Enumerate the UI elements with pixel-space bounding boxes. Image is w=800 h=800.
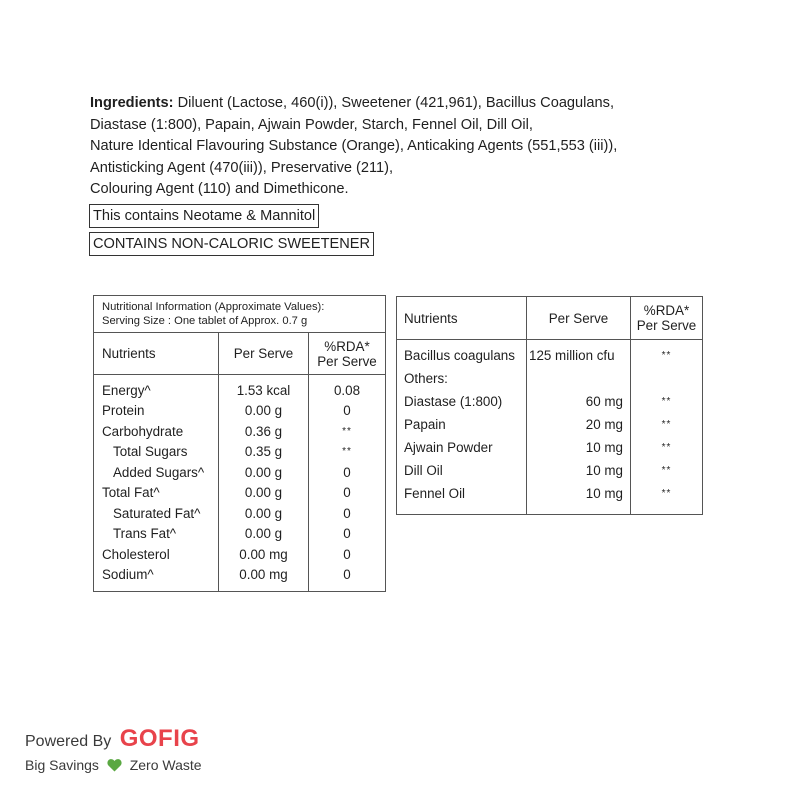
col-rda: [631, 297, 703, 340]
brand-name: GOFIG: [119, 725, 200, 752]
tagline-left: Big Savings: [25, 757, 99, 773]
nutrient-name: Added Sugars^: [94, 463, 219, 484]
powered-by-text: Powered By: [25, 733, 112, 750]
nutrient-row: [397, 460, 703, 483]
nutrients-table: [396, 296, 703, 515]
serving-size-line: Serving Size : One tablet of Approx. 0.7 g: [102, 315, 308, 327]
nutrient-value: 60 mg: [527, 391, 631, 414]
nutrient-name: Fennel Oil: [397, 483, 527, 515]
nutrition-row: [94, 463, 386, 484]
nutrient-rda: **: [661, 395, 672, 407]
ingredients-text: [90, 93, 730, 201]
nutrition-row: [94, 545, 386, 566]
nutrient-row: [397, 368, 703, 391]
nutrient-rda: 0: [343, 485, 351, 501]
nutrient-value: 125 million cfu: [527, 340, 631, 368]
nutrition-row: [94, 401, 386, 422]
nutrient-value: 0.00 g: [219, 401, 309, 422]
col-rda-line1: %RDA*: [324, 338, 370, 354]
nutrition-row: [94, 422, 386, 443]
nutrient-rda: **: [661, 487, 672, 499]
nutrient-rda: **: [661, 418, 672, 430]
nutrition-column-headers: [94, 333, 386, 375]
nutrient-rda: **: [661, 441, 672, 453]
nutrient-rda: 0.08: [333, 383, 361, 398]
powered-by-logo: [25, 725, 200, 753]
nutrient-row: [397, 437, 703, 460]
nutrient-name: Energy^: [94, 375, 219, 402]
nutrition-header-line1: Nutritional Information (Approximate Values):: [102, 301, 325, 313]
non-caloric-sweetener-notice: CONTAINS NON-CALORIC SWEETENER: [89, 232, 374, 256]
col-rda-line2: Per Serve: [317, 353, 377, 369]
nutrition-table-header: [94, 296, 386, 333]
nutrient-rda: **: [661, 350, 672, 361]
ingredients-label: Ingredients:: [90, 95, 174, 111]
nutrient-rda: 0: [343, 546, 351, 562]
nutrient-rda: 0: [343, 403, 351, 419]
nutrient-rda: 0: [343, 526, 351, 542]
nutrient-value: 0.00 g: [219, 524, 309, 545]
nutrient-name: Dill Oil: [397, 460, 527, 483]
col-per-serve: Per Serve: [219, 333, 309, 375]
nutrient-rda: **: [342, 425, 352, 437]
nutrition-row: [94, 565, 386, 592]
nutrient-rda: **: [661, 464, 672, 476]
nutrition-row: [94, 442, 386, 463]
col-rda-line1: %RDA*: [643, 303, 690, 318]
nutrient-row: [397, 414, 703, 437]
nutrient-name: Saturated Fat^: [94, 504, 219, 525]
tagline: [25, 757, 202, 775]
ingredients-line: Diluent (Lactose, 460(i)), Sweetener (421,961), Bacillus Coagulans,: [173, 95, 614, 111]
nutrition-row: [94, 375, 386, 402]
nutrition-row: [94, 483, 386, 504]
ingredients-line: Nature Identical Flavouring Substance (Orange), Anticaking Agents (551,553 (iii)),: [90, 138, 618, 154]
col-rda: [309, 333, 386, 375]
nutrient-value: 20 mg: [527, 414, 631, 437]
nutrition-row: [94, 504, 386, 525]
nutrient-value: [527, 368, 631, 391]
nutrients-column-headers: [397, 297, 703, 340]
ingredients-line: Colouring Agent (110) and Dimethicone.: [90, 181, 349, 197]
nutrient-name: Total Sugars: [94, 442, 219, 463]
nutrient-value: 10 mg: [527, 483, 631, 515]
nutrient-name: Total Fat^: [94, 483, 219, 504]
nutrient-row: [397, 391, 703, 414]
nutrient-name: Carbohydrate: [94, 422, 219, 443]
nutrient-name: Protein: [94, 401, 219, 422]
nutrient-value: 0.35 g: [219, 442, 309, 463]
neotame-notice: This contains Neotame & Mannitol: [89, 204, 319, 228]
nutrient-row: [397, 483, 703, 515]
nutrient-value: 10 mg: [527, 437, 631, 460]
nutrient-rda: 0: [343, 505, 351, 521]
nutrient-rda: **: [342, 446, 352, 457]
nutrient-name: Ajwain Powder: [397, 437, 527, 460]
nutrient-value: 0.00 g: [219, 463, 309, 484]
ingredients-line: Diastase (1:800), Papain, Ajwain Powder, Starch, Fennel Oil, Dill Oil,: [90, 116, 533, 133]
nutrient-value: 0.00 g: [219, 504, 309, 525]
nutrient-rda: 0: [343, 464, 351, 480]
nutrient-name: Sodium^: [94, 565, 219, 592]
nutrient-name: Diastase (1:800): [397, 391, 527, 414]
col-nutrients: Nutrients: [397, 297, 527, 340]
nutrient-value: 1.53 kcal: [219, 375, 309, 402]
green-heart-icon: [107, 758, 122, 775]
nutrient-name: Trans Fat^: [94, 524, 219, 545]
nutrient-value: 0.36 g: [219, 422, 309, 443]
col-rda-line2: Per Serve: [636, 318, 697, 333]
nutrient-name: Papain: [397, 414, 527, 437]
nutrition-row: [94, 524, 386, 545]
col-per-serve: Per Serve: [527, 297, 631, 340]
nutrient-value: 0.00 mg: [219, 565, 309, 592]
nutrient-name: Cholesterol: [94, 545, 219, 566]
tagline-right: Zero Waste: [129, 757, 202, 773]
nutrition-information-table: [93, 295, 386, 592]
ingredients-line: Antisticking Agent (470(iii)), Preservative (211),: [90, 159, 394, 176]
nutrient-value: 0.00 mg: [219, 545, 309, 566]
nutrient-rda: 0: [343, 567, 351, 582]
nutrient-rda: [631, 368, 703, 391]
nutrient-value: 0.00 g: [219, 483, 309, 504]
nutrient-value: 10 mg: [527, 460, 631, 483]
nutrient-name: Others:: [397, 368, 527, 391]
nutrient-row: [397, 340, 703, 368]
col-nutrients: Nutrients: [94, 333, 219, 375]
nutrient-name: Bacillus coagulans: [397, 340, 527, 368]
